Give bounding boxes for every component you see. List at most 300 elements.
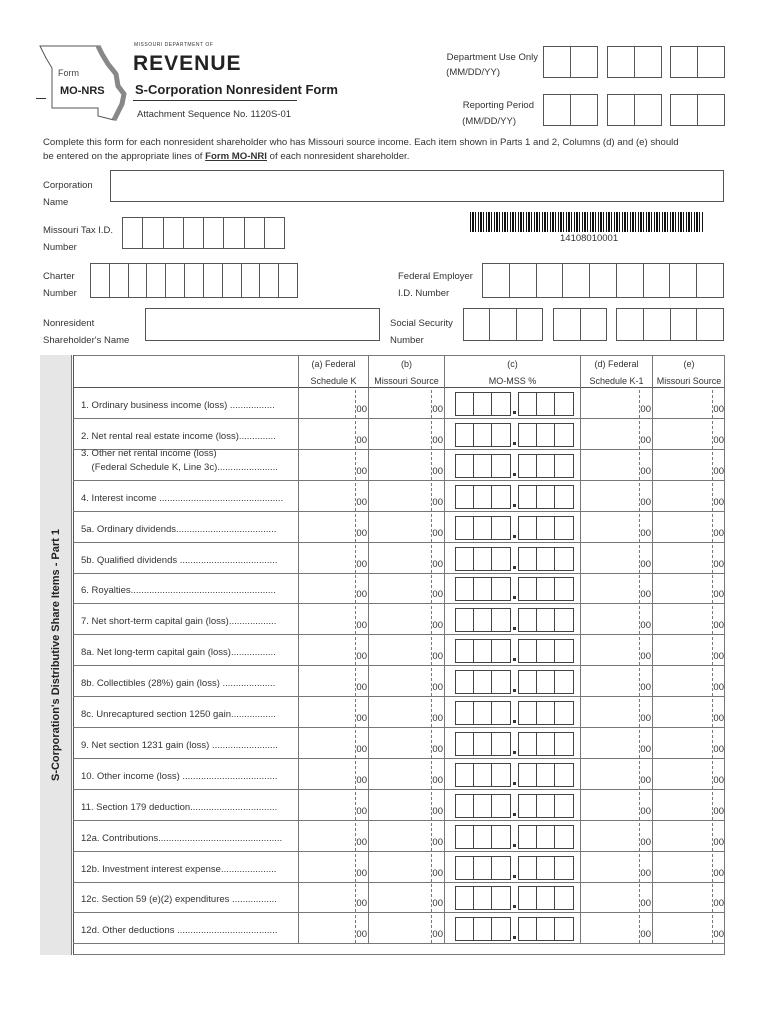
column-header-line1: (c) (507, 359, 518, 369)
missouri-map-logo (38, 44, 138, 122)
mo-mss-percent-input[interactable] (444, 635, 580, 665)
cents-value: 00 (713, 774, 724, 786)
cents-value: 00 (640, 558, 651, 570)
mo-mss-percent-input[interactable] (444, 604, 580, 634)
percent-decimal-boxes[interactable] (518, 423, 574, 447)
amount-input[interactable] (368, 697, 444, 727)
cents-value: 00 (432, 898, 443, 910)
cents-value: 00 (356, 434, 367, 446)
amount-input[interactable] (652, 759, 725, 789)
percent-decimal-boxes[interactable] (518, 639, 574, 663)
charter-label (43, 268, 77, 302)
cents-value: 00 (640, 867, 651, 879)
cents-value: 00 (432, 527, 443, 539)
cents-value: 00 (640, 929, 651, 941)
cents-value: 00 (640, 836, 651, 848)
amount-input[interactable] (580, 913, 652, 943)
percent-whole-boxes[interactable] (455, 825, 511, 849)
row-label: 8b. Collectibles (28%) gain (loss) .................... (81, 678, 276, 690)
percent-decimal-boxes[interactable] (518, 577, 574, 601)
table-row (73, 913, 725, 944)
decimal-point (513, 627, 516, 630)
percent-decimal-boxes[interactable] (518, 917, 574, 941)
row-label: 3. Other net rental income (loss) (Federal Schedule K, Line 3c)....................... (81, 447, 278, 473)
column-header-line1: (a) Federal (311, 359, 356, 369)
amount-input[interactable] (298, 882, 368, 912)
ssn-part1[interactable] (463, 308, 543, 341)
label-line: Name (43, 197, 69, 208)
cents-value: 00 (356, 527, 367, 539)
amount-input[interactable] (580, 573, 652, 603)
row-label: 6. Royalties....................................................... (81, 585, 276, 597)
amount-input[interactable] (580, 512, 652, 542)
table-row (73, 790, 725, 821)
amount-input[interactable] (652, 450, 725, 480)
decimal-point (513, 751, 516, 754)
instructions-line2 (43, 151, 409, 162)
percent-whole-boxes[interactable] (455, 516, 511, 540)
percent-whole-boxes[interactable] (455, 547, 511, 571)
cents-value: 00 (640, 805, 651, 817)
amount-input[interactable] (580, 882, 652, 912)
mo-mss-percent-input[interactable] (444, 666, 580, 696)
percent-whole-boxes[interactable] (455, 577, 511, 601)
cents-value: 00 (713, 898, 724, 910)
percent-decimal-boxes[interactable] (518, 701, 574, 725)
percent-whole-boxes[interactable] (455, 794, 511, 818)
reporting-day[interactable] (607, 94, 662, 126)
dept-use-month[interactable] (543, 46, 598, 78)
corporation-name-label (43, 177, 93, 211)
amount-input[interactable] (298, 450, 368, 480)
reporting-month[interactable] (543, 94, 598, 126)
amount-input[interactable] (580, 666, 652, 696)
fein-label (398, 268, 473, 302)
cents-value: 00 (640, 465, 651, 477)
mo-mss-percent-input[interactable] (444, 419, 580, 449)
dept-use-year[interactable] (670, 46, 725, 78)
shareholder-name-label (43, 315, 129, 349)
percent-decimal-boxes[interactable] (518, 547, 574, 571)
cents-value: 00 (432, 434, 443, 446)
amount-input[interactable] (368, 573, 444, 603)
row-label: 1. Ordinary business income (loss) ................. (81, 400, 275, 411)
cents-value: 00 (713, 496, 724, 508)
mo-mss-percent-input[interactable] (444, 882, 580, 912)
amount-input[interactable] (368, 852, 444, 882)
barcode-number: 14108010001 (560, 233, 619, 244)
cents-value: 00 (432, 404, 443, 415)
column-header-line2: MO-MSS % (488, 376, 537, 386)
amount-input[interactable] (580, 852, 652, 882)
cents-value: 00 (356, 496, 367, 508)
cents-value: 00 (356, 898, 367, 910)
table-row (73, 635, 725, 666)
cents-value: 00 (432, 929, 443, 941)
mo-mss-percent-input[interactable] (444, 573, 580, 603)
table-row (73, 512, 725, 543)
amount-input[interactable] (580, 821, 652, 851)
mo-mss-percent-input[interactable] (444, 543, 580, 573)
amount-input[interactable] (580, 388, 652, 418)
percent-whole-boxes[interactable] (455, 670, 511, 694)
mo-mss-percent-input[interactable] (444, 388, 580, 418)
amount-input[interactable] (652, 635, 725, 665)
cents-value: 00 (356, 743, 367, 755)
revenue-logo: REVENUE (133, 52, 242, 75)
amount-input[interactable] (652, 852, 725, 882)
cents-value: 00 (713, 558, 724, 570)
decimal-point (513, 566, 516, 569)
column-header-line1: (d) Federal (594, 359, 639, 369)
amount-input[interactable] (298, 913, 368, 943)
cents-value: 00 (356, 404, 367, 415)
percent-decimal-boxes[interactable] (518, 392, 574, 416)
amount-input[interactable] (298, 388, 368, 418)
amount-input[interactable] (652, 481, 725, 511)
label-line: Number (43, 288, 77, 299)
cents-value: 00 (713, 465, 724, 477)
percent-decimal-boxes[interactable] (518, 670, 574, 694)
amount-input[interactable] (580, 419, 652, 449)
table-row (73, 419, 725, 450)
row-label: 12a. Contributions............................................... (81, 832, 283, 844)
amount-input[interactable] (652, 882, 725, 912)
label-line: Social Security (390, 318, 453, 329)
decimal-point (513, 411, 516, 414)
label-line: Shareholder's Name (43, 335, 130, 346)
table-row (73, 759, 725, 790)
table-row (73, 573, 725, 604)
reporting-period-format: (MM/DD/YY) (462, 116, 516, 127)
column-header-line2: Missouri Source (656, 376, 722, 386)
decimal-point (513, 905, 516, 908)
tax-id-input[interactable] (122, 217, 285, 249)
amount-input[interactable] (580, 604, 652, 634)
column-header-line1: (e) (683, 359, 695, 369)
tax-id-label (43, 222, 113, 256)
amount-input[interactable] (298, 481, 368, 511)
cents-value: 00 (356, 805, 367, 817)
table-row (73, 852, 725, 883)
amount-input[interactable] (298, 697, 368, 727)
decimal-point (513, 782, 516, 785)
cents-value: 00 (356, 713, 367, 724)
decimal-point (513, 535, 516, 538)
cents-value: 00 (713, 743, 724, 755)
percent-whole-boxes[interactable] (455, 485, 511, 509)
reporting-period-label: Reporting Period (462, 100, 534, 111)
cents-value: 00 (432, 867, 443, 879)
decimal-point (513, 596, 516, 599)
cents-value: 00 (713, 651, 724, 663)
amount-input[interactable] (652, 388, 725, 418)
decimal-point (513, 504, 516, 507)
cents-value: 00 (713, 929, 724, 941)
amount-input[interactable] (368, 821, 444, 851)
fein-input[interactable] (482, 263, 724, 298)
amount-input[interactable] (368, 388, 444, 418)
column-header-line2: Missouri Source (374, 376, 439, 386)
instructions-text: of each nonresident shareholder. (266, 151, 410, 162)
percent-decimal-boxes[interactable] (518, 886, 574, 910)
amount-input[interactable] (652, 728, 725, 758)
table-row (73, 543, 725, 574)
percent-whole-boxes[interactable] (455, 763, 511, 787)
percent-decimal-boxes[interactable] (518, 516, 574, 540)
corporation-name-input[interactable] (110, 170, 724, 202)
row-label: 10. Other income (loss) .................................... (81, 770, 278, 782)
amount-input[interactable] (652, 790, 725, 820)
cents-value: 00 (432, 465, 443, 477)
percent-decimal-boxes[interactable] (518, 732, 574, 756)
mo-mss-percent-input[interactable] (444, 697, 580, 727)
amount-input[interactable] (652, 821, 725, 851)
amount-input[interactable] (298, 821, 368, 851)
column-header-line1: (b) (401, 359, 412, 369)
cents-value: 00 (432, 836, 443, 848)
label-line: I.D. Number (398, 288, 450, 299)
amount-input[interactable] (580, 543, 652, 573)
row-label: 8a. Net long-term capital gain (loss)................. (81, 647, 276, 659)
percent-decimal-boxes[interactable] (518, 825, 574, 849)
percent-whole-boxes[interactable] (455, 732, 511, 756)
amount-input[interactable] (298, 759, 368, 789)
amount-input[interactable] (368, 419, 444, 449)
cents-value: 00 (640, 713, 651, 724)
cents-value: 00 (356, 465, 367, 477)
amount-input[interactable] (652, 666, 725, 696)
percent-decimal-boxes[interactable] (518, 485, 574, 509)
cents-value: 00 (713, 620, 724, 632)
amount-input[interactable] (368, 450, 444, 480)
table-row (73, 697, 725, 728)
cents-value: 00 (713, 682, 724, 694)
amount-input[interactable] (580, 697, 652, 727)
cents-value: 00 (432, 774, 443, 786)
mo-mss-percent-input[interactable] (444, 790, 580, 820)
percent-decimal-boxes[interactable] (518, 454, 574, 478)
amount-input[interactable] (652, 419, 725, 449)
table-row (73, 388, 725, 419)
amount-input[interactable] (368, 728, 444, 758)
barcode (470, 212, 703, 232)
amount-input[interactable] (368, 481, 444, 511)
attachment-sequence: Attachment Sequence No. 1120S-01 (137, 109, 292, 120)
decimal-point (513, 936, 516, 939)
cents-value: 00 (640, 651, 651, 663)
amount-input[interactable] (298, 790, 368, 820)
amount-input[interactable] (652, 512, 725, 542)
decimal-point (513, 720, 516, 723)
amount-input[interactable] (368, 512, 444, 542)
dept-use-format: (MM/DD/YY) (446, 67, 500, 78)
label-line: Corporation (43, 180, 93, 191)
cents-value: 00 (640, 774, 651, 786)
row-label: 4. Interest income ............................................... (81, 492, 284, 504)
amount-input[interactable] (298, 543, 368, 573)
percent-decimal-boxes[interactable] (518, 794, 574, 818)
label-line: Charter (43, 271, 75, 282)
decimal-point (513, 813, 516, 816)
mo-mss-percent-input[interactable] (444, 913, 580, 943)
amount-input[interactable] (580, 790, 652, 820)
row-label: 12c. Section 59 (e)(2) expenditures ................. (81, 894, 277, 906)
percent-whole-boxes[interactable] (455, 639, 511, 663)
cents-value: 00 (713, 434, 724, 446)
mo-mss-percent-input[interactable] (444, 450, 580, 480)
mo-mss-percent-input[interactable] (444, 759, 580, 789)
title-rule (133, 100, 297, 101)
label-line: Nonresident (43, 318, 95, 329)
amount-input[interactable] (580, 635, 652, 665)
amount-input[interactable] (368, 913, 444, 943)
percent-whole-boxes[interactable] (455, 856, 511, 880)
cents-value: 00 (640, 496, 651, 508)
cents-value: 00 (713, 836, 724, 848)
amount-input[interactable] (368, 635, 444, 665)
percent-decimal-boxes[interactable] (518, 763, 574, 787)
amount-input[interactable] (368, 759, 444, 789)
cents-value: 00 (640, 898, 651, 910)
cents-value: 00 (713, 404, 724, 415)
cents-value: 00 (432, 589, 443, 601)
ssn-label (390, 315, 453, 349)
label-line: Missouri Tax I.D. (43, 225, 114, 236)
amount-input[interactable] (368, 543, 444, 573)
mo-mss-percent-input[interactable] (444, 512, 580, 542)
instructions-text: be entered on the appropriate lines of (43, 151, 206, 162)
table-row (73, 728, 725, 759)
form-title: S-Corporation Nonresident Form (135, 82, 338, 97)
percent-decimal-boxes[interactable] (518, 856, 574, 880)
amount-input[interactable] (298, 512, 368, 542)
cents-value: 00 (356, 620, 367, 632)
mo-mss-percent-input[interactable] (444, 852, 580, 882)
dept-use-day[interactable] (607, 46, 662, 78)
form-mo-nri-link[interactable]: Form MO-NRI (205, 151, 267, 162)
amount-input[interactable] (368, 604, 444, 634)
mo-mss-percent-input[interactable] (444, 821, 580, 851)
decimal-point (513, 442, 516, 445)
row-label: 5a. Ordinary dividends...................................... (81, 523, 277, 535)
cents-value: 00 (356, 774, 367, 786)
percent-whole-boxes[interactable] (455, 454, 511, 478)
label-line: Number (390, 335, 424, 346)
column-header-line2: Schedule K-1 (589, 376, 644, 386)
amount-input[interactable] (580, 759, 652, 789)
table-row (73, 604, 725, 635)
amount-input[interactable] (580, 481, 652, 511)
table-row (73, 821, 725, 852)
amount-input[interactable] (298, 666, 368, 696)
cents-value: 00 (713, 589, 724, 601)
row-label: 8c. Unrecaptured section 1250 gain................. (81, 709, 276, 720)
cents-value: 00 (356, 651, 367, 663)
divider (36, 98, 46, 99)
row-label: 12d. Other deductions ...................................... (81, 925, 278, 937)
percent-whole-boxes[interactable] (455, 608, 511, 632)
decimal-point (513, 875, 516, 878)
table-row (73, 447, 725, 481)
cents-value: 00 (640, 589, 651, 601)
cents-value: 00 (713, 713, 724, 724)
percent-whole-boxes[interactable] (455, 423, 511, 447)
amount-input[interactable] (580, 728, 652, 758)
amount-input[interactable] (652, 573, 725, 603)
amount-input[interactable] (298, 573, 368, 603)
table-row (73, 666, 725, 697)
percent-whole-boxes[interactable] (455, 886, 511, 910)
amount-input[interactable] (298, 852, 368, 882)
amount-input[interactable] (580, 450, 652, 480)
amount-input[interactable] (652, 913, 725, 943)
charter-number-input[interactable] (90, 263, 298, 298)
cents-value: 00 (356, 929, 367, 941)
cents-value: 00 (713, 527, 724, 539)
cents-value: 00 (640, 527, 651, 539)
cents-value: 00 (640, 620, 651, 632)
cents-value: 00 (432, 496, 443, 508)
amount-input[interactable] (652, 604, 725, 634)
amount-input[interactable] (298, 604, 368, 634)
form-id: MO-NRS (60, 85, 105, 97)
percent-whole-boxes[interactable] (455, 392, 511, 416)
ssn-part3[interactable] (616, 308, 724, 341)
cents-value: 00 (640, 404, 651, 415)
table-row (73, 882, 725, 913)
percent-whole-boxes[interactable] (455, 701, 511, 725)
amount-input[interactable] (368, 666, 444, 696)
cents-value: 00 (432, 713, 443, 724)
mo-mss-percent-input[interactable] (444, 481, 580, 511)
cents-value: 00 (356, 682, 367, 694)
row-label: 2. Net rental real estate income (loss).............. (81, 430, 276, 442)
row-label: 12b. Investment interest expense..................... (81, 863, 277, 875)
cents-value: 00 (432, 805, 443, 817)
row-label: 9. Net section 1231 gain (loss) ......................... (81, 739, 278, 751)
agency-name: MISSOURI DEPARTMENT OF (134, 42, 214, 48)
decimal-point (513, 473, 516, 476)
amount-input[interactable] (652, 543, 725, 573)
amount-input[interactable] (298, 635, 368, 665)
percent-decimal-boxes[interactable] (518, 608, 574, 632)
amount-input[interactable] (298, 728, 368, 758)
decimal-point (513, 844, 516, 847)
shareholder-name-input[interactable] (145, 308, 380, 341)
ssn-part2[interactable] (553, 308, 607, 341)
cents-value: 00 (356, 589, 367, 601)
mo-mss-percent-input[interactable] (444, 728, 580, 758)
amount-input[interactable] (368, 882, 444, 912)
cents-value: 00 (356, 558, 367, 570)
table-row (73, 481, 725, 512)
reporting-year[interactable] (670, 94, 725, 126)
cents-value: 00 (432, 743, 443, 755)
row-label: 7. Net short-term capital gain (loss).................. (81, 616, 277, 628)
amount-input[interactable] (368, 790, 444, 820)
amount-input[interactable] (298, 419, 368, 449)
label-line: Number (43, 242, 77, 253)
cents-value: 00 (640, 743, 651, 755)
decimal-point (513, 689, 516, 692)
cents-value: 00 (713, 805, 724, 817)
cents-value: 00 (356, 867, 367, 879)
cents-value: 00 (356, 836, 367, 848)
part1-side-title: S-Corporation's Distributive Share Items - Part 1 (50, 528, 62, 782)
percent-whole-boxes[interactable] (455, 917, 511, 941)
amount-input[interactable] (652, 697, 725, 727)
